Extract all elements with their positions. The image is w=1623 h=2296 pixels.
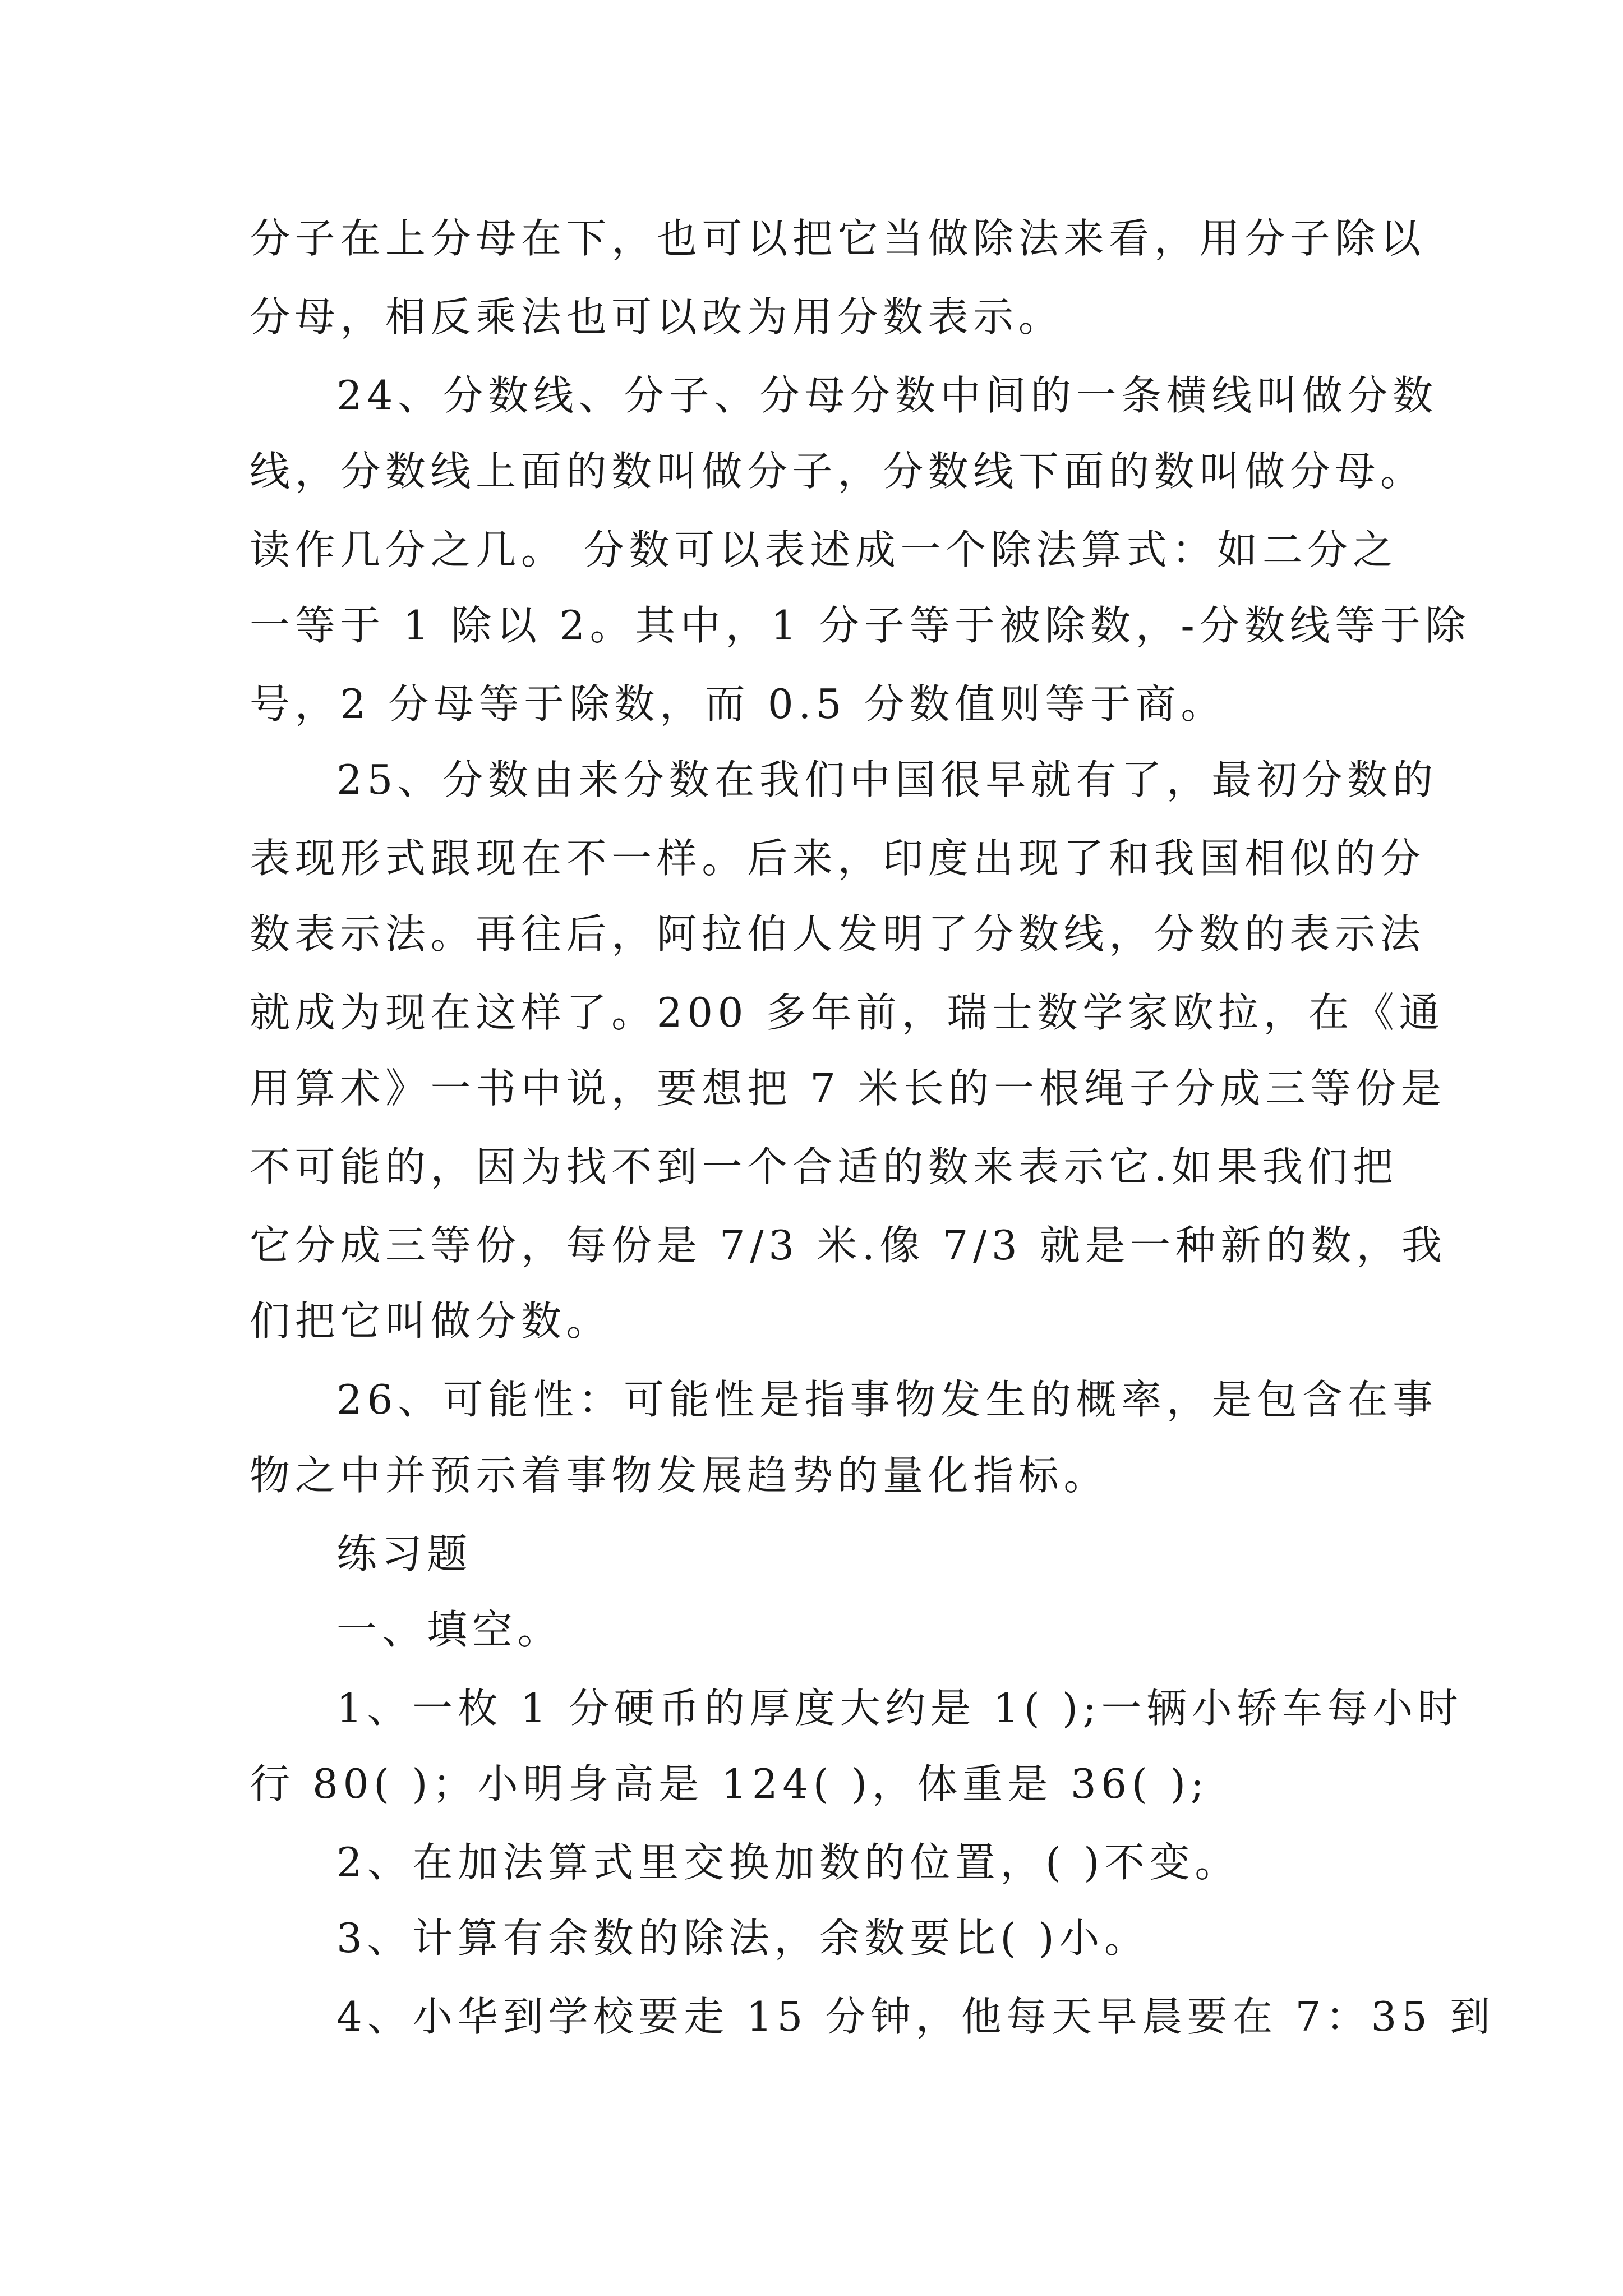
text-line: 线，分数线上面的数叫做分子，分数线下面的数叫做分母。 xyxy=(250,448,1426,495)
text-line: 不可能的，因为找不到一个合适的数来表示它.如果我们把 xyxy=(250,1143,1398,1190)
text-line: 表现形式跟现在不一样。后来，印度出现了和我国相似的分 xyxy=(250,835,1426,882)
paragraph-26-heading: 26、可能性：可能性是指事物发生的概率，是包含在事 xyxy=(336,1376,1438,1423)
text-line: 就成为现在这样了。200 多年前，瑞士数学家欧拉，在《通 xyxy=(250,989,1445,1036)
text-line: 号，2 分母等于除数，而 0.5 分数值则等于商。 xyxy=(250,680,1226,728)
text-line: 用算术》一书中说，要想把 7 米长的一根绳子分成三等份是 xyxy=(250,1065,1446,1112)
text-line: 一等于 1 除以 2。其中，1 分子等于被除数，-分数线等于除 xyxy=(250,602,1471,649)
text-line: 分子在上分母在下，也可以把它当做除法来看，用分子除以 xyxy=(250,215,1426,262)
text-line: 分母，相反乘法也可以改为用分数表示。 xyxy=(250,293,1064,341)
text-line: 数表示法。再往后，阿拉伯人发明了分数线，分数的表示法 xyxy=(250,910,1426,958)
paragraph-25-heading: 25、分数由来分数在我们中国很早就有了，最初分数的 xyxy=(336,756,1438,803)
question-1: 1、一枚 1 分硬币的厚度大约是 1( );一辆小轿车每小时 xyxy=(336,1685,1463,1732)
text-line: 物之中并预示着事物发展趋势的量化指标。 xyxy=(250,1452,1109,1499)
section-heading-exercises: 练习题 xyxy=(336,1530,472,1577)
question-3: 3、计算有余数的除法，余数要比( )小。 xyxy=(336,1915,1150,1962)
question-4: 4、小华到学校要走 15 分钟，他每天早晨要在 7：35 到 xyxy=(336,1993,1495,2040)
text-line: 它分成三等份，每份是 7/3 米.像 7/3 就是一种新的数，我 xyxy=(250,1222,1447,1269)
paragraph-24-heading: 24、分数线、分子、分母分数中间的一条横线叫做分数 xyxy=(336,372,1438,419)
text-line: 们把它叫做分数。 xyxy=(250,1297,612,1345)
text-line: 行 80( )；小明身高是 124( )，体重是 36( ); xyxy=(250,1760,1209,1807)
subsection-heading-fill-blank: 一、填空。 xyxy=(336,1606,563,1653)
text-line: 读作几分之几。 分数可以表述成一个除法算式：如二分之 xyxy=(250,526,1398,573)
question-2: 2、在加法算式里交换加数的位置，( )不变。 xyxy=(336,1839,1240,1886)
